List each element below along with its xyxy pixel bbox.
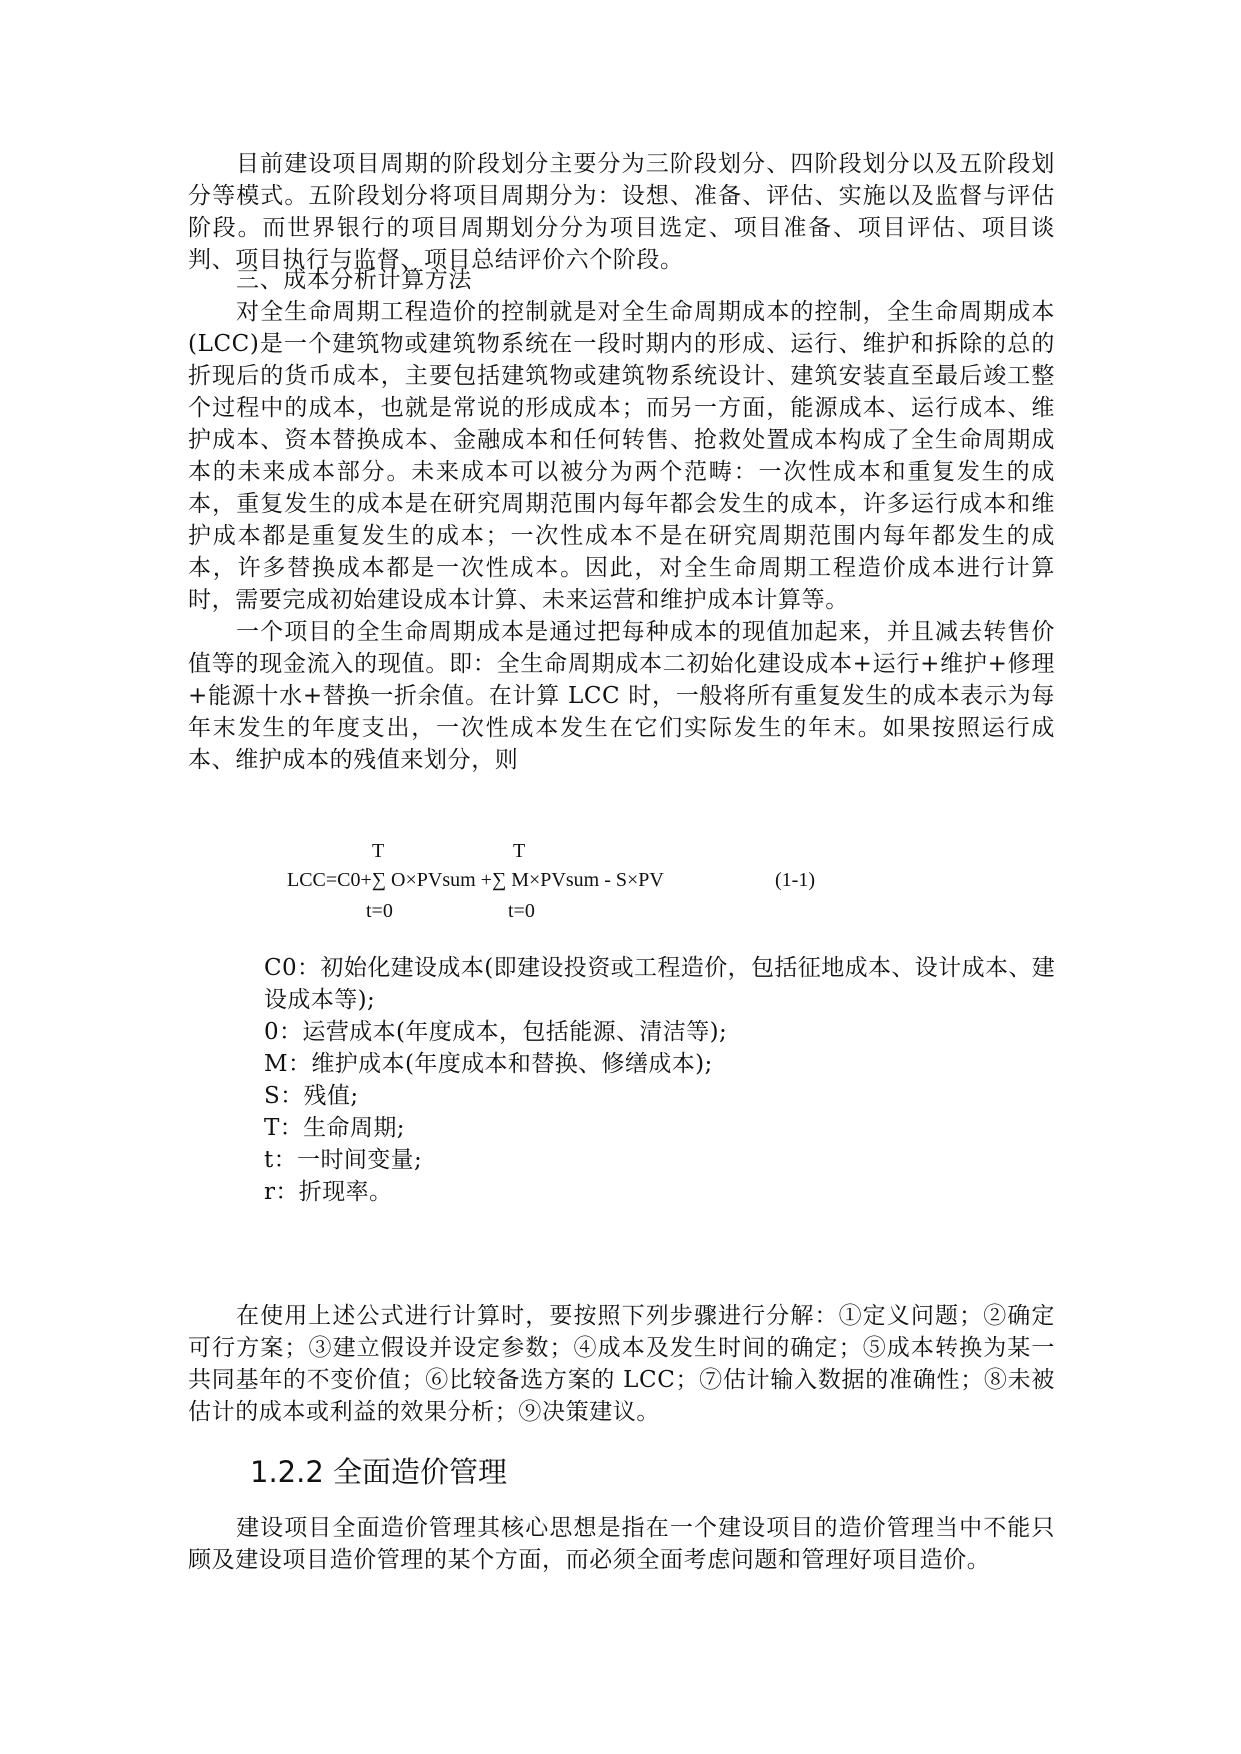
formula-sum-lower-limit: t=0: [366, 900, 393, 922]
formula-sum-upper-limit: T: [372, 840, 385, 862]
paragraph-calculation-steps: 在使用上述公式进行计算时，要按照下列步骤进行分解：①定义问题；②确定可行方案；③建立假设并设定参数；④成本及发生时间的确定；⑤成本转换为某一共同基年的不变价值；⑥比较备选方案的 LCC；⑦估计输入数据的准确性；⑧未被估计的成本或利益的效果分析；⑨决策建议。: [188, 1303, 1055, 1425]
formula-number: (1-1): [775, 869, 815, 891]
formula-variable-definitions: [264, 952, 1064, 1208]
formula-sum-upper-limit: T: [513, 840, 526, 862]
definition-item: S：残值;: [264, 1083, 359, 1109]
formula-1-1: [0, 840, 1241, 950]
paragraph-stage-division: 目前建设项目周期的阶段划分主要分为三阶段划分、四阶段划分以及五阶段划分等模式。五阶段划分将项目周期分为：设想、准备、评估、实施以及监督与评估阶段。而世界银行的项目周期划分分为项目选定、项目准备、项目评估、项目谈判、项目执行与监督、项目总结评价六个阶段。: [188, 151, 1055, 273]
paragraph-lcc-calculation: 一个项目的全生命周期成本是通过把每种成本的现值加起来，并且减去转售价值等的现金流入的现值。即：全生命周期成本二初始化建设成本+运行+维护+修理+能源十水+替换一折余值。在计算 LCC 时，一般将所有重复发生的成本表示为每年末发生的年度支出，一次性成本发生在它们实际发生的年末。如果按照运行成本、维护成本的残值来划分，则: [188, 619, 1055, 773]
section-heading: 1.2.2 全面造价管理: [250, 1455, 508, 1489]
definition-item: 0：运营成本(年度成本，包括能源、清洁等);: [264, 1019, 728, 1045]
definition-item: t：一时间变量;: [264, 1147, 423, 1173]
definition-item: T：生命周期;: [264, 1115, 405, 1141]
formula-expression: LCC=C0+∑ O×PVsum +∑ M×PVsum - S×PV: [287, 869, 664, 891]
definition-item: M：维护成本(年度成本和替换、修缮成本);: [264, 1051, 713, 1077]
formula-sum-lower-limit: t=0: [508, 900, 535, 922]
paragraph-total-cost-management: 建设项目全面造价管理其核心思想是指在一个建设项目的造价管理当中不能只顾及建设项目造价管理的某个方面，而必须全面考虑问题和管理好项目造价。: [188, 1515, 1055, 1573]
subheading-cost-analysis: 三、成本分析计算方法: [236, 267, 472, 293]
definition-item: C0：初始化建设成本(即建设投资或工程造价，包括征地成本、设计成本、建设成本等);: [264, 955, 1056, 1013]
paragraph-lcc-definition: 对全生命周期工程造价的控制就是对全生命周期成本的控制，全生命周期成本(LCC)是一个建筑物或建筑物系统在一段时期内的形成、运行、维护和拆除的总的折现后的货币成本，主要包括建筑物或建筑物系统设计、建筑安装直至最后竣工整个过程中的成本，也就是常说的形成成本；而另一方面，能源成本、运行成本、维护成本、资本替换成本、金融成本和任何转售、抢救处置成本构成了全生命周期成本的未来成本部分。未来成本可以被分为两个范畴：一次性成本和重复发生的成本，重复发生的成本是在研究周期范围内每年都会发生的成本，许多运行成本和维护成本都是重复发生的成本；一次性成本不是在研究周期范围内每年都发生的成本，许多替换成本都是一次性成本。因此，对全生命周期工程造价成本进行计算时，需要完成初始建设成本计算、未来运营和维护成本计算等。: [188, 299, 1055, 613]
definition-item: r：折现率。: [264, 1179, 393, 1205]
